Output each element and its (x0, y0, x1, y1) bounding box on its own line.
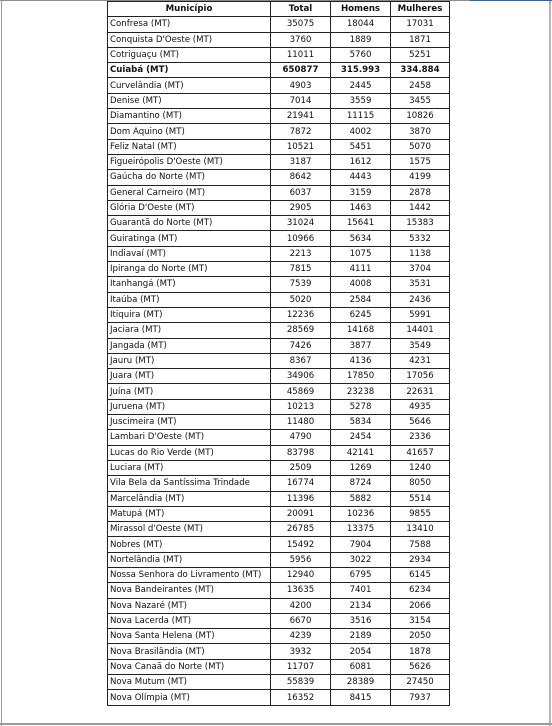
table-row (108, 109, 450, 124)
cell-mulheres: 1871 (391, 32, 450, 47)
cell-municipio: Nova Bandeirantes (MT) (108, 583, 271, 598)
cell-homens: 1463 (331, 200, 391, 215)
table-row (108, 506, 450, 521)
cell-municipio: Confresa (MT) (108, 17, 271, 32)
cell-municipio: Nova Nazaré (MT) (108, 598, 271, 613)
cell-homens: 2054 (331, 644, 391, 659)
cell-total: 2905 (271, 200, 331, 215)
cell-homens: 3877 (331, 338, 391, 353)
cell-municipio: Dom Aquino (MT) (108, 124, 271, 139)
cell-homens: 5278 (331, 399, 391, 414)
cell-homens: 3159 (331, 185, 391, 200)
cell-homens: 1889 (331, 32, 391, 47)
cell-total: 6670 (271, 613, 331, 628)
cell-homens: 5634 (331, 231, 391, 246)
cell-municipio: Vila Bela da Santíssima Trindade (108, 476, 271, 491)
table-body (108, 17, 450, 705)
table-row (108, 567, 450, 582)
cell-total: 35075 (271, 17, 331, 32)
cell-total: 11011 (271, 47, 331, 62)
cell-municipio: Nova Lacerda (MT) (108, 613, 271, 628)
cell-homens: 2454 (331, 430, 391, 445)
cell-homens: 3559 (331, 93, 391, 108)
bottom-border (0, 723, 552, 725)
cell-mulheres: 3870 (391, 124, 450, 139)
cell-municipio: Matupá (MT) (108, 506, 271, 521)
table-row (108, 78, 450, 93)
cell-municipio: Diamantino (MT) (108, 109, 271, 124)
header-mulheres: Mulheres (391, 2, 450, 17)
cell-mulheres: 41657 (391, 445, 450, 460)
cell-total: 5956 (271, 552, 331, 567)
cell-municipio: Juara (MT) (108, 369, 271, 384)
cell-homens: 6245 (331, 307, 391, 322)
cell-mulheres: 3154 (391, 613, 450, 628)
cell-municipio: Glória D'Oeste (MT) (108, 200, 271, 215)
cell-homens: 8415 (331, 690, 391, 705)
cell-homens: 10236 (331, 506, 391, 521)
cell-total: 11480 (271, 415, 331, 430)
cell-homens: 7401 (331, 583, 391, 598)
cell-mulheres: 2934 (391, 552, 450, 567)
table-row (108, 17, 450, 32)
cell-municipio: Lucas do Rio Verde (MT) (108, 445, 271, 460)
header-row (108, 2, 450, 17)
cell-homens: 7904 (331, 537, 391, 552)
table-row (108, 246, 450, 261)
cell-total: 8367 (271, 353, 331, 368)
cell-mulheres: 334.884 (391, 63, 450, 78)
cell-mulheres: 2436 (391, 292, 450, 307)
cell-mulheres: 7937 (391, 690, 450, 705)
cell-municipio: Cuiabá (MT) (108, 63, 271, 78)
cell-total: 10966 (271, 231, 331, 246)
cell-mulheres: 5991 (391, 307, 450, 322)
cell-mulheres: 1240 (391, 460, 450, 475)
cell-homens: 4008 (331, 277, 391, 292)
cell-total: 31024 (271, 216, 331, 231)
cell-total: 3187 (271, 154, 331, 169)
cell-total: 26785 (271, 522, 331, 537)
table-row (108, 200, 450, 215)
cell-total: 20091 (271, 506, 331, 521)
cell-municipio: Figueirópolis D'Oeste (MT) (108, 154, 271, 169)
cell-homens: 5760 (331, 47, 391, 62)
table-row (108, 675, 450, 690)
cell-total: 7539 (271, 277, 331, 292)
cell-mulheres: 6234 (391, 583, 450, 598)
cell-municipio: Jaciara (MT) (108, 323, 271, 338)
population-table (107, 1, 450, 706)
table-header (108, 2, 450, 17)
corner-accent (470, 0, 552, 4)
cell-total: 11707 (271, 659, 331, 674)
cell-mulheres: 5332 (391, 231, 450, 246)
cell-municipio: Curvelândia (MT) (108, 78, 271, 93)
cell-municipio: Juína (MT) (108, 384, 271, 399)
cell-total: 4903 (271, 78, 331, 93)
table-row (108, 598, 450, 613)
cell-mulheres: 5646 (391, 415, 450, 430)
cell-homens: 42141 (331, 445, 391, 460)
table-row (108, 47, 450, 62)
cell-mulheres: 3704 (391, 262, 450, 277)
cell-homens: 2189 (331, 629, 391, 644)
cell-mulheres: 3549 (391, 338, 450, 353)
table-row (108, 154, 450, 169)
cell-mulheres: 1575 (391, 154, 450, 169)
cell-municipio: Itanhangá (MT) (108, 277, 271, 292)
cell-total: 15492 (271, 537, 331, 552)
table-row (108, 231, 450, 246)
cell-homens: 5451 (331, 139, 391, 154)
table-row (108, 262, 450, 277)
cell-municipio: Jangada (MT) (108, 338, 271, 353)
cell-municipio: Juscimeira (MT) (108, 415, 271, 430)
cell-municipio: Ipiranga do Norte (MT) (108, 262, 271, 277)
cell-homens: 5882 (331, 491, 391, 506)
table-row (108, 445, 450, 460)
cell-municipio: Itaúba (MT) (108, 292, 271, 307)
cell-total: 7426 (271, 338, 331, 353)
cell-municipio: Indiavaí (MT) (108, 246, 271, 261)
table-row (108, 32, 450, 47)
cell-total: 6037 (271, 185, 331, 200)
table-row (108, 63, 450, 78)
cell-mulheres: 2066 (391, 598, 450, 613)
cell-municipio: Mirassol d'Oeste (MT) (108, 522, 271, 537)
cell-homens: 23238 (331, 384, 391, 399)
cell-mulheres: 10826 (391, 109, 450, 124)
cell-homens: 4002 (331, 124, 391, 139)
cell-homens: 1075 (331, 246, 391, 261)
table-row (108, 384, 450, 399)
cell-total: 16774 (271, 476, 331, 491)
cell-municipio: Nobres (MT) (108, 537, 271, 552)
cell-homens: 4443 (331, 170, 391, 185)
table-row (108, 644, 450, 659)
table-row (108, 216, 450, 231)
table-row (108, 399, 450, 414)
cell-total: 83798 (271, 445, 331, 460)
cell-homens: 1612 (331, 154, 391, 169)
cell-municipio: Nova Mutum (MT) (108, 675, 271, 690)
cell-mulheres: 1878 (391, 644, 450, 659)
table-row (108, 292, 450, 307)
cell-municipio: Juruena (MT) (108, 399, 271, 414)
cell-homens: 6081 (331, 659, 391, 674)
cell-municipio: Guarantã do Norte (MT) (108, 216, 271, 231)
cell-total: 4200 (271, 598, 331, 613)
cell-homens: 5834 (331, 415, 391, 430)
cell-total: 4790 (271, 430, 331, 445)
cell-total: 8642 (271, 170, 331, 185)
cell-total: 7815 (271, 262, 331, 277)
table-row (108, 460, 450, 475)
cell-mulheres: 2336 (391, 430, 450, 445)
table-row (108, 139, 450, 154)
cell-homens: 1269 (331, 460, 391, 475)
cell-municipio: Nova Santa Helena (MT) (108, 629, 271, 644)
table-row (108, 491, 450, 506)
cell-municipio: General Carneiro (MT) (108, 185, 271, 200)
cell-total: 10213 (271, 399, 331, 414)
table-row (108, 629, 450, 644)
left-border (1, 0, 2, 726)
table-row (108, 353, 450, 368)
cell-mulheres: 7588 (391, 537, 450, 552)
cell-mulheres: 4231 (391, 353, 450, 368)
table-row (108, 430, 450, 445)
cell-municipio: Marcelândia (MT) (108, 491, 271, 506)
cell-mulheres: 4935 (391, 399, 450, 414)
cell-homens: 315.993 (331, 63, 391, 78)
cell-homens: 13375 (331, 522, 391, 537)
cell-mulheres: 3531 (391, 277, 450, 292)
cell-mulheres: 5251 (391, 47, 450, 62)
cell-homens: 4136 (331, 353, 391, 368)
right-border (549, 0, 551, 726)
cell-total: 11396 (271, 491, 331, 506)
cell-municipio: Conquista D'Oeste (MT) (108, 32, 271, 47)
cell-total: 21941 (271, 109, 331, 124)
cell-homens: 17850 (331, 369, 391, 384)
cell-municipio: Denise (MT) (108, 93, 271, 108)
cell-mulheres: 5626 (391, 659, 450, 674)
header-municipio: Município (108, 2, 271, 17)
table-row (108, 659, 450, 674)
cell-total: 4239 (271, 629, 331, 644)
table-row (108, 185, 450, 200)
cell-homens: 2134 (331, 598, 391, 613)
cell-municipio: Nortelândia (MT) (108, 552, 271, 567)
cell-mulheres: 4199 (391, 170, 450, 185)
cell-homens: 8724 (331, 476, 391, 491)
table-row (108, 338, 450, 353)
cell-total: 13635 (271, 583, 331, 598)
cell-municipio: Lambari D'Oeste (MT) (108, 430, 271, 445)
cell-municipio: Itiquira (MT) (108, 307, 271, 322)
cell-homens: 2445 (331, 78, 391, 93)
cell-total: 55839 (271, 675, 331, 690)
cell-total: 2509 (271, 460, 331, 475)
table-row (108, 613, 450, 628)
cell-mulheres: 5070 (391, 139, 450, 154)
cell-mulheres: 5514 (391, 491, 450, 506)
cell-municipio: Gaúcha do Norte (MT) (108, 170, 271, 185)
cell-municipio: Luciara (MT) (108, 460, 271, 475)
table-row (108, 552, 450, 567)
table-row (108, 583, 450, 598)
cell-municipio: Jauru (MT) (108, 353, 271, 368)
cell-mulheres: 27450 (391, 675, 450, 690)
table-row (108, 690, 450, 705)
cell-municipio: Guiratinga (MT) (108, 231, 271, 246)
cell-homens: 18044 (331, 17, 391, 32)
table-row (108, 307, 450, 322)
cell-total: 10521 (271, 139, 331, 154)
cell-homens: 3022 (331, 552, 391, 567)
cell-total: 7872 (271, 124, 331, 139)
cell-mulheres: 22631 (391, 384, 450, 399)
cell-mulheres: 6145 (391, 567, 450, 582)
cell-mulheres: 8050 (391, 476, 450, 491)
cell-mulheres: 1442 (391, 200, 450, 215)
cell-total: 12940 (271, 567, 331, 582)
table-row (108, 323, 450, 338)
table-row (108, 93, 450, 108)
cell-mulheres: 1138 (391, 246, 450, 261)
cell-mulheres: 13410 (391, 522, 450, 537)
cell-homens: 11115 (331, 109, 391, 124)
header-total: Total (271, 2, 331, 17)
table-row (108, 522, 450, 537)
cell-total: 16352 (271, 690, 331, 705)
cell-total: 5020 (271, 292, 331, 307)
cell-mulheres: 17056 (391, 369, 450, 384)
cell-municipio: Nova Canaã do Norte (MT) (108, 659, 271, 674)
cell-mulheres: 3455 (391, 93, 450, 108)
cell-municipio: Cotriguaçu (MT) (108, 47, 271, 62)
table-row (108, 124, 450, 139)
cell-total: 45869 (271, 384, 331, 399)
cell-municipio: Nova Olímpia (MT) (108, 690, 271, 705)
cell-municipio: Nova Brasilândia (MT) (108, 644, 271, 659)
cell-total: 12236 (271, 307, 331, 322)
cell-homens: 14168 (331, 323, 391, 338)
cell-total: 7014 (271, 93, 331, 108)
table-row (108, 537, 450, 552)
cell-homens: 6795 (331, 567, 391, 582)
cell-homens: 4111 (331, 262, 391, 277)
table-row (108, 170, 450, 185)
cell-homens: 2584 (331, 292, 391, 307)
cell-homens: 3516 (331, 613, 391, 628)
cell-mulheres: 2458 (391, 78, 450, 93)
cell-total: 3932 (271, 644, 331, 659)
header-homens: Homens (331, 2, 391, 17)
cell-mulheres: 15383 (391, 216, 450, 231)
cell-homens: 15641 (331, 216, 391, 231)
cell-mulheres: 2878 (391, 185, 450, 200)
cell-mulheres: 17031 (391, 17, 450, 32)
table-row (108, 369, 450, 384)
cell-municipio: Nossa Senhora do Livramento (MT) (108, 567, 271, 582)
cell-mulheres: 2050 (391, 629, 450, 644)
table-row (108, 476, 450, 491)
cell-mulheres: 9855 (391, 506, 450, 521)
cell-municipio: Feliz Natal (MT) (108, 139, 271, 154)
cell-total: 2213 (271, 246, 331, 261)
cell-total: 34906 (271, 369, 331, 384)
cell-total: 28569 (271, 323, 331, 338)
table-row (108, 277, 450, 292)
cell-total: 3760 (271, 32, 331, 47)
cell-homens: 28389 (331, 675, 391, 690)
cell-mulheres: 14401 (391, 323, 450, 338)
table-row (108, 415, 450, 430)
cell-total: 650877 (271, 63, 331, 78)
